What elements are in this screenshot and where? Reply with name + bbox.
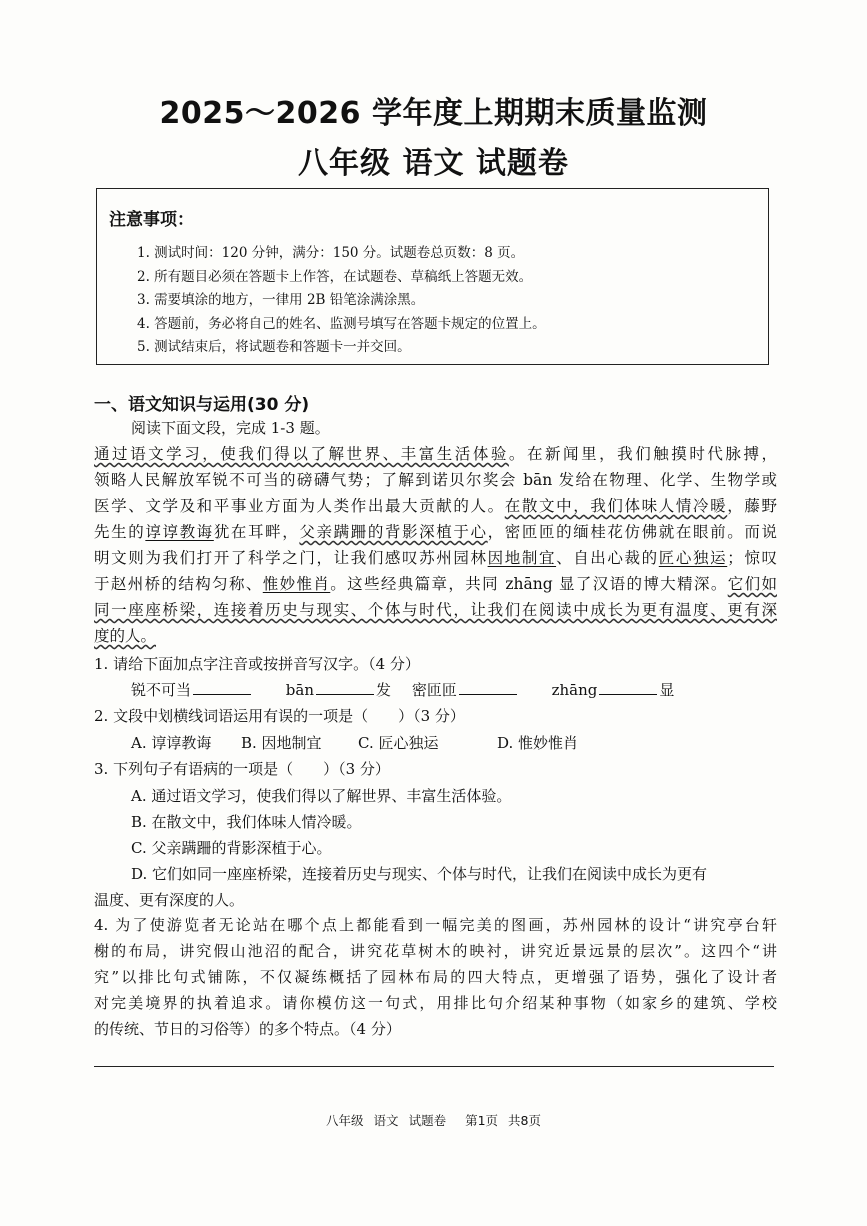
q4-line: 的传统、节日的习俗等）的多个特点。（4 分） [94,1020,401,1038]
q2-option-d[interactable]: D. 惟妙惟肖 [497,734,579,752]
notice-item: 4. 答题前，务必将自己的姓名、监测号填写在答题卡规定的位置上。 [137,315,546,332]
underlined-text: 父亲蹒跚的背影深植于心 [299,523,488,541]
q4-line: 榭的布局，讲究假山池沼的配合，讲究花草树木的映衬，讲究近景远景的层次”。这四个“讲 [94,942,777,960]
question-4 [94,912,777,1042]
question-3-stem: 3. 下列句子有语病的一项是（ ）（3 分） [94,760,390,778]
passage-text: 、自出心裁的 [556,549,659,567]
reading-passage [94,441,777,649]
section-intro: 阅读下面文段，完成 1-3 题。 [131,419,330,437]
q3-option-a[interactable]: A. 通过语文学习，使我们得以了解世界、丰富生活体验。 [131,787,512,805]
underlined-text: 匠心独运 [658,549,728,567]
question-1-items [131,679,674,700]
passage-text: 领略人民解放军锐不可当的磅礴气势；了解到诺贝尔奖会 bān 发给在物理、化学、生物学或 [94,471,777,489]
page-title: 2025～2026 学年度上期期末质量监测 [159,96,708,131]
passage-text: 明文则为我们打开了科学之门，让我们感叹苏州园林 [94,549,488,567]
answer-line[interactable] [94,1066,774,1067]
passage-text: 犹在耳畔， [213,523,300,541]
footer-total: 共8页 [508,1113,541,1128]
answer-blank[interactable] [599,680,657,695]
passage-line [94,545,777,571]
passage-line [94,519,777,545]
q4-line: 究”以排比句式铺陈，不仅凝练概括了园林布局的四大特点，更增强了语势，强化了设计者 [94,968,777,986]
notice-item: 3. 需要填涂的地方，一律用 2B 铅笔涂满涂黑。 [137,292,425,308]
notice-item: 1. 测试时间：120 分钟，满分：150 分。试题卷总页数：8 页。 [137,245,525,261]
notice-list [137,242,546,360]
underlined-text: 因地制宜 [487,549,557,567]
notice-item: 2. 所有题目必须在答题卡上作答，在试题卷、草稿纸上答题无效。 [137,268,533,285]
page-subtitle: 八年级 语文 试题卷 [298,146,569,181]
passage-line [94,571,777,597]
q3-option-c[interactable]: C. 父亲蹒跚的背影深植于心。 [131,839,332,857]
notice-box [96,188,769,365]
q1-item: bān [285,681,315,699]
q1-item: 锐不可当 [131,681,192,699]
q2-option-b[interactable]: B. 因地制宜 [241,734,322,752]
passage-text: 于赵州桥的结构匀称、 [94,575,263,593]
q4-line: 对完美境界的执着追求。请你模仿这一句式，用排比句介绍某种事物（如家乡的建筑、学校 [94,994,777,1012]
underlined-text: 惟妙惟肖 [262,575,331,593]
q3-option-b[interactable]: B. 在散文中，我们体味人情冷暖。 [131,813,362,831]
q3-option-d-cont: 温度、更有深度的人。 [94,891,245,909]
passage-text: ；惊叹 [727,549,777,567]
footer-paper: 试题卷 [408,1113,447,1128]
question-1-stem: 1. 请给下面加点字注音或按拼音写汉字。（4 分） [94,655,420,673]
passage-line [94,467,777,493]
footer-page: 第1页 [465,1113,499,1128]
passage-text: ，密匝匝的缅桂花仿佛就在眼前。而说 [487,523,777,541]
passage-text: ，藤野 [727,497,777,515]
passage-text: 先生的 [94,523,146,541]
underlined-text: 它们如 [727,575,777,593]
q2-option-c[interactable]: C. 匠心独运 [358,734,439,752]
underlined-text: 在散文中，我们体味人情冷暖 [504,497,728,515]
footer-subject: 语文 [373,1113,399,1128]
passage-line [94,623,777,649]
notice-heading: 注意事项： [109,210,194,230]
passage-text: 医学、文学及和平事业方面为人类作出最大贡献的人。 [94,497,505,515]
section-title: 一、语文知识与运用(30 分) [94,395,310,415]
passage-line [94,441,777,467]
footer-grade: 八年级 [326,1113,364,1128]
q4-line: 4. 为了使游览者无论站在哪个点上都能看到一幅完美的图画，苏州园林的设计“讲究亭台轩 [94,916,777,934]
page-footer [0,1111,867,1129]
answer-blank[interactable] [459,680,517,695]
question-2-stem: 2. 文段中划横线词语运用有误的一项是（ ）（3 分） [94,707,465,725]
q1-item: zhāng [551,681,598,699]
passage-line [94,597,777,623]
q3-option-d[interactable]: D. 它们如同一座座桥梁，连接着历史与现实、个体与时代，让我们在阅读中成长为更有 [131,865,708,883]
answer-blank[interactable] [316,680,374,695]
underlined-text: 同一座座桥梁，连接着历史与现实、个体与时代，让我们在阅读中成长为更有温度、更有深 [94,601,777,619]
passage-text: 。在新闻里，我们触摸时代脉搏， [508,445,777,463]
q1-item: 发 [376,681,392,699]
q1-item: 显 [659,681,675,699]
underlined-text: 通过语文学习，使我们得以了解世界、丰富生活体验 [94,445,509,463]
q1-item: 密匝匝 [411,681,457,699]
answer-blank[interactable] [193,680,251,695]
q2-option-a[interactable]: A. 谆谆教诲 [131,734,212,752]
passage-line [94,493,777,519]
notice-item: 5. 测试结束后，将试题卷和答题卡一并交回。 [137,339,411,355]
underlined-text: 度的人。 [94,627,157,645]
underlined-text: 谆谆教诲 [145,523,214,541]
passage-text: 。这些经典篇章，共同 zhāng 显了汉语的博大精深。 [330,575,728,593]
